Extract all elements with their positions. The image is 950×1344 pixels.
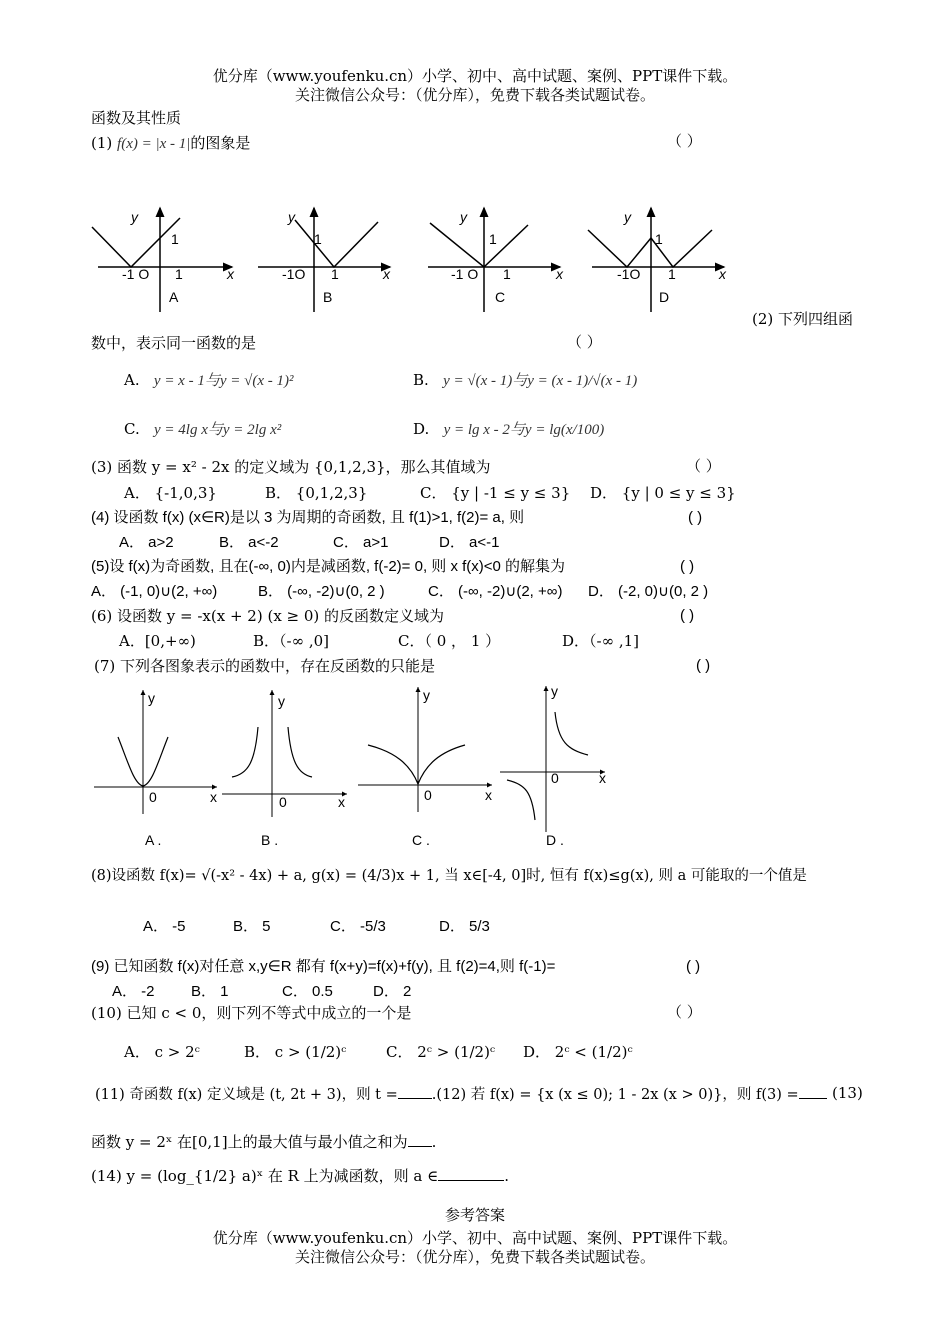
- q10-answer-blank: （ ）: [667, 1003, 702, 1021]
- q12-blank: [799, 1083, 827, 1099]
- q5-answer-blank: ( ): [680, 558, 695, 575]
- footer-line1: 优分库（www.youfenku.cn）小学、初中、高中试题、案例、PPT课件下载。: [212, 1229, 738, 1247]
- q7-b-origin: 0: [279, 794, 287, 810]
- q7-a-ylabel: y: [148, 690, 155, 706]
- q1-graph-c: [428, 208, 564, 312]
- footer-line2: 关注微信公众号：（优分库），免费下载各类试题试卷。: [294, 1248, 655, 1266]
- q10-option-b: B． c > (1/2)ᶜ: [244, 1043, 347, 1061]
- q2-head: (2) 下列四组函: [752, 310, 854, 328]
- q5-option-c: C． (-∞, -2)∪(2, +∞): [428, 583, 563, 600]
- q7-graph-b: [222, 690, 347, 848]
- q2-option-c: C. y = 4lg x与y = 2lg x²: [124, 420, 282, 438]
- q1-d-xlabel: x: [719, 266, 726, 282]
- q1-c-one: 1: [489, 231, 497, 247]
- q6-option-b: B．（-∞ ,0]: [253, 632, 330, 650]
- q1-d-ylabel: y: [624, 209, 631, 225]
- q7-a-label: A .: [145, 832, 162, 848]
- q7-c-xlabel: x: [485, 787, 492, 803]
- q5-stem: (5)设 f(x)为奇函数, 且在(-∞, 0)内是减函数, f(-2)= 0, 则 x f(x)<0 的解集为: [91, 558, 566, 575]
- q7-a-origin: 0: [149, 789, 157, 805]
- q13-head: (13): [832, 1084, 863, 1102]
- q7-d-origin: 0: [551, 770, 559, 786]
- q5-option-b: B． (-∞, -2)∪(0, 2 ): [258, 583, 385, 600]
- q9-option-b: B． 1: [191, 983, 229, 1000]
- q4-stem: (4) 设函数 f(x) (x∈R)是以 3 为周期的奇函数, 且 f(1)>1, f(2)= a, 则: [91, 509, 525, 526]
- q7-c-ylabel: y: [423, 687, 430, 703]
- q2-option-b: B. y = √(x - 1)与y = (x - 1)/√(x - 1): [413, 371, 638, 389]
- q6-answer-blank: ( ): [680, 607, 695, 624]
- q3-option-a: A． {-1,0,3}: [124, 484, 217, 502]
- q9-option-d: D． 2: [373, 983, 412, 1000]
- q1-b-right: 1: [331, 266, 339, 282]
- q3-option-d: D． {y | 0 ≤ y ≤ 3}: [590, 484, 736, 502]
- header-line2: 关注微信公众号：（优分库），免费下载各类试题试卷。: [294, 86, 655, 104]
- q6-stem: (6) 设函数 y = -x(x + 2) (x ≥ 0) 的反函数定义域为: [91, 607, 445, 625]
- q10-option-c: C． 2ᶜ > (1/2)ᶜ: [386, 1043, 496, 1061]
- q8-option-d: D． 5/3: [439, 918, 490, 935]
- q8-option-b: B． 5: [233, 918, 271, 935]
- q1-a-ylabel: y: [131, 209, 138, 225]
- q1-c-right: 1: [503, 266, 511, 282]
- q3-option-c: C． {y | -1 ≤ y ≤ 3}: [420, 484, 571, 502]
- q7-b-label: B .: [261, 832, 279, 848]
- q1-c-left: -1 O: [451, 266, 479, 282]
- q1-b-xlabel: x: [383, 266, 390, 282]
- q11-stem: (11) 奇函数 f(x) 定义域是 (t, 2t + 3)，则 t = .(12) 若 f(x) = {x (x ≤ 0); 1 - 2x (x > 0)}，则 f(3) =: [95, 1083, 827, 1105]
- q1-c-ylabel: y: [460, 209, 467, 225]
- q1-c-xlabel: x: [556, 266, 563, 282]
- q4-option-d: D． a<-1: [439, 534, 500, 551]
- q9-stem: (9) 已知函数 f(x)对任意 x,y∈R 都有 f(x+y)=f(x)+f(y), 且 f(2)=4,则 f(-1)=: [91, 958, 556, 975]
- q11-blank: [398, 1083, 432, 1099]
- q4-answer-blank: ( ): [688, 509, 703, 526]
- q8-option-a: A． -5: [143, 918, 186, 935]
- q1-a-xlabel: x: [227, 266, 234, 282]
- q3-answer-blank: （ ）: [686, 457, 721, 475]
- q2-option-d: D. y = lg x - 2与y = lg(x/100): [413, 420, 605, 438]
- q5-option-a: A． (-1, 0)∪(2, +∞): [91, 583, 218, 600]
- q1-a-one: 1: [171, 231, 179, 247]
- q10-option-a: A． c > 2ᶜ: [124, 1043, 200, 1061]
- q1-d-left: -1O: [617, 266, 641, 282]
- q7-d-label: D .: [546, 832, 564, 848]
- q1-b-left: -1O: [282, 266, 306, 282]
- q1-graph-a: [92, 208, 235, 312]
- q4-option-c: C． a>1: [333, 534, 389, 551]
- q8-stem: (8)设函数 f(x)= √(-x² - 4x) + a, g(x) = (4/3)x + 1, 当 x∈[-4, 0]时, 恒有 f(x)≤g(x), 则 a 可能取的一个值是: [91, 868, 807, 884]
- q1-a-right: 1: [175, 266, 183, 282]
- q7-answer-blank: ( ): [696, 657, 711, 674]
- q6-option-a: A．[0,+∞): [119, 632, 196, 650]
- q7-graph-a: [94, 690, 217, 848]
- q7-stem: (7) 下列各图象表示的函数中，存在反函数的只能是: [94, 657, 436, 675]
- q3-stem: (3) 函数 y = x² - 2x 的定义域为 {0,1,2,3}，那么其值域为: [91, 458, 491, 476]
- q1-graph-d: [588, 208, 727, 312]
- q9-option-c: C． 0.5: [282, 983, 333, 1000]
- q1-c-letter: C: [495, 289, 506, 305]
- header-line1: 优分库（www.youfenku.cn）小学、初中、高中试题、案例、PPT课件下载。: [212, 67, 738, 85]
- q4-option-a: A． a>2: [119, 534, 174, 551]
- q13-blank: [408, 1131, 432, 1147]
- q9-answer-blank: ( ): [686, 958, 701, 975]
- q1-a-left: -1 O: [122, 266, 150, 282]
- q2-stem: 数中，表示同一函数的是: [91, 334, 257, 352]
- q10-option-d: D． 2ᶜ < (1/2)ᶜ: [523, 1043, 633, 1061]
- q1-b-letter: B: [323, 289, 333, 305]
- q5-option-d: D． (-2, 0)∪(0, 2 ): [588, 583, 709, 600]
- q3-option-b: B． {0,1,2,3}: [265, 484, 368, 502]
- q7-a-xlabel: x: [210, 789, 217, 805]
- q14-blank: [438, 1165, 504, 1181]
- q7-b-xlabel: x: [338, 794, 345, 810]
- q13-stem: 函数 y = 2ˣ 在[0,1]上的最大值与最小值之和为 .: [91, 1133, 437, 1151]
- q7-graphs: [0, 682, 950, 852]
- q8-option-c: C． -5/3: [330, 918, 386, 935]
- q6-option-c: C．（ 0 ， 1 ）: [398, 632, 501, 650]
- section-title: 函数及其性质: [91, 109, 182, 127]
- q1-d-right: 1: [668, 266, 676, 282]
- q7-graph-c: [358, 687, 492, 848]
- q14-stem: (14) y = (log_{1/2} a)ˣ 在 R 上为减函数，则 a ∈ .: [91, 1167, 510, 1185]
- q1-b-ylabel: y: [288, 209, 295, 225]
- q6-option-d: D．（-∞ ,1]: [562, 632, 640, 650]
- q1-answer-blank: （ ）: [667, 132, 702, 150]
- answer-title: 参考答案: [444, 1206, 505, 1224]
- q7-graph-d: [500, 683, 606, 848]
- q1-d-one: 1: [655, 231, 663, 247]
- q2-option-a: A. y = x - 1与y = √(x - 1)²: [124, 371, 294, 389]
- q7-d-ylabel: y: [551, 683, 558, 699]
- q1-b-one: 1: [314, 231, 322, 247]
- q4-option-b: B． a<-2: [219, 534, 279, 551]
- q1-a-letter: A: [169, 289, 179, 305]
- q2-answer-blank: （ ）: [567, 333, 602, 351]
- q1-d-letter: D: [659, 289, 670, 305]
- q7-d-xlabel: x: [599, 770, 606, 786]
- q9-option-a: A． -2: [112, 983, 155, 1000]
- q10-stem: (10) 已知 c < 0，则下列不等式中成立的一个是: [91, 1004, 412, 1022]
- q7-b-ylabel: y: [278, 693, 285, 709]
- q7-c-origin: 0: [424, 787, 432, 803]
- q1-stem: (1) f(x) = |x - 1|的图象是: [91, 134, 251, 152]
- q1-graph-b: [258, 208, 391, 312]
- q1-graphs: [0, 200, 950, 320]
- q7-c-label: C .: [412, 832, 430, 848]
